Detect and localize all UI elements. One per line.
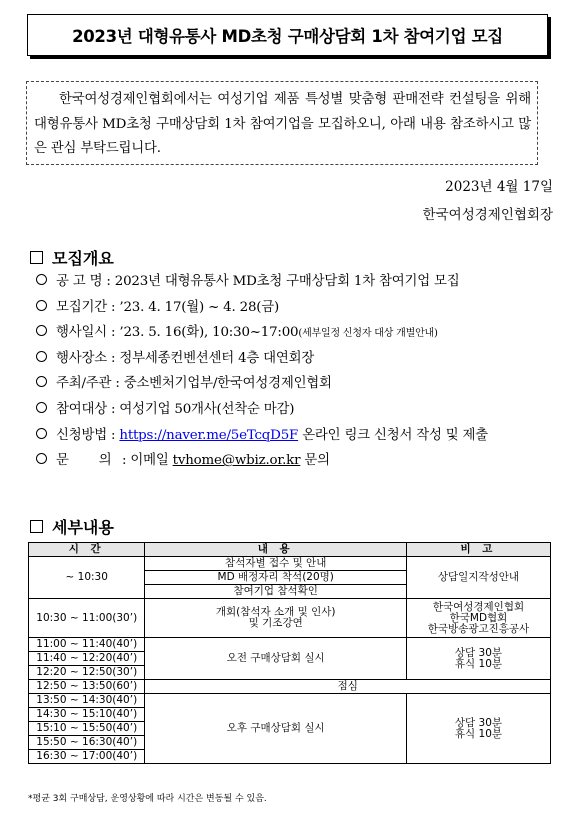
list-item-name: 공 고 명 : 2023년 대형유통사 MD초청 구매상담회 1차 참여기업 모집 xyxy=(36,270,556,296)
circle-bullet-icon xyxy=(36,428,47,439)
circle-bullet-icon xyxy=(36,453,47,464)
cell-pm-content: 오후 구매상담회 실시 xyxy=(145,694,407,764)
cell-pm-note: 상담 30분 휴식 10분 xyxy=(406,694,550,764)
cell-open-note: 한국여성경제인협회 한국MD협회 한국방송광고진흥공사 xyxy=(406,599,550,638)
header-time: 시 간 xyxy=(29,543,145,557)
cell-reg-content-2: MD 배정자리 착석(20명) xyxy=(145,571,407,585)
cell-reg-content-3: 참여기업 참석확인 xyxy=(145,585,407,599)
cell-am-time-2: 11:40 ~ 12:20(40’) xyxy=(29,652,145,666)
table-row xyxy=(29,680,551,694)
square-bullet-icon xyxy=(30,251,43,264)
cell-open-time: 10:30 ~ 11:00(30’) xyxy=(29,599,145,638)
cell-lunch-content: 점심 xyxy=(145,680,551,694)
section-details-heading: 세부내용 xyxy=(30,515,114,538)
cell-am-content: 오전 구매상담회 실시 xyxy=(145,638,407,680)
cell-am-time-3: 12:20 ~ 12:50(30’) xyxy=(29,666,145,680)
cell-pm-time-5: 16:30 ~ 17:00(40’) xyxy=(29,750,145,764)
table-row xyxy=(29,599,551,638)
intro-text: 한국여성경제인협회에서는 여성기업 제품 특성별 맞춤형 판매전략 컨설팅을 위해 대형유통사 MD초청 구매상담회 1차 참여기업을 모집하오니, 아래 내용 참조하시고 많은 관심 부탁드립니다. xyxy=(34,92,531,156)
cell-reg-time: ~ 10:30 xyxy=(29,557,145,599)
cell-pm-time-1: 13:50 ~ 14:30(40’) xyxy=(29,694,145,708)
cell-pm-time-3: 15:10 ~ 15:50(40’) xyxy=(29,722,145,736)
list-item-period: 모집기간 : ’23. 4. 17(월) ~ 4. 28(금) xyxy=(36,296,556,322)
page-title: 2023년 대형유통사 MD초청 구매상담회 1차 참여기업 모집 xyxy=(72,27,503,46)
square-bullet-icon xyxy=(30,520,43,533)
table-row xyxy=(29,694,551,708)
table-row xyxy=(29,638,551,652)
cell-reg-content-1: 참석자별 접수 및 안내 xyxy=(145,557,407,571)
cell-lunch-time: 12:50 ~ 13:50(60’) xyxy=(29,680,145,694)
circle-bullet-icon xyxy=(36,274,47,285)
list-item-place: 행사장소 : 정부세종컨벤션센터 4층 대연회장 xyxy=(36,347,556,373)
inquiry-email-link[interactable]: tvhome@wbiz.or.kr xyxy=(172,453,301,469)
footnote: *평균 3회 구매상담, 운영상황에 따라 시간은 변동될 수 있음. xyxy=(28,794,267,804)
list-item-datetime: 행사일시 : ’23. 5. 16(화), 10:30~17:00 (세부일정 신청자 대상 개별안내) xyxy=(36,321,556,347)
cell-open-content: 개회(참석자 소개 및 인사) 및 기조강연 xyxy=(145,599,407,638)
list-item-host: 주최/주관 : 중소벤처기업부/한국여성경제인협회 xyxy=(36,372,556,398)
circle-bullet-icon xyxy=(36,376,47,387)
cell-pm-time-2: 14:30 ~ 15:10(40’) xyxy=(29,708,145,722)
cell-am-note: 상담 30분 휴식 10분 xyxy=(406,638,550,680)
circle-bullet-icon xyxy=(36,351,47,362)
list-item-apply: 신청방법 : https://naver.me/5eTcqD5F 온라인 링크 신청서 작성 및 제출 xyxy=(36,424,556,450)
header-content: 내 용 xyxy=(145,543,407,557)
title-box xyxy=(27,14,548,56)
circle-bullet-icon xyxy=(36,300,47,311)
schedule-table xyxy=(28,542,551,764)
circle-bullet-icon xyxy=(36,325,47,336)
section-overview-heading: 모집개요 xyxy=(30,246,114,269)
apply-link[interactable]: https://naver.me/5eTcqD5F xyxy=(119,427,299,443)
circle-bullet-icon xyxy=(36,402,47,413)
cell-pm-time-4: 15:50 ~ 16:30(40’) xyxy=(29,736,145,750)
list-item-target: 참여대상 : 여성기업 50개사(선착순 마감) xyxy=(36,398,556,424)
notice-date: 2023년 4월 17일 xyxy=(445,179,553,195)
intro-box xyxy=(26,81,538,165)
header-note: 비 고 xyxy=(406,543,550,557)
list-item-inquiry: 문 의 : 이메일 tvhome@wbiz.or.kr 문의 xyxy=(36,449,556,475)
cell-am-time-1: 11:00 ~ 11:40(40’) xyxy=(29,638,145,652)
issuer-name: 한국여성경제인협회장 xyxy=(422,207,553,223)
table-header-row xyxy=(29,543,551,557)
table-row xyxy=(29,557,551,571)
overview-list xyxy=(36,270,556,475)
cell-reg-note: 상담일지작성안내 xyxy=(406,557,550,599)
